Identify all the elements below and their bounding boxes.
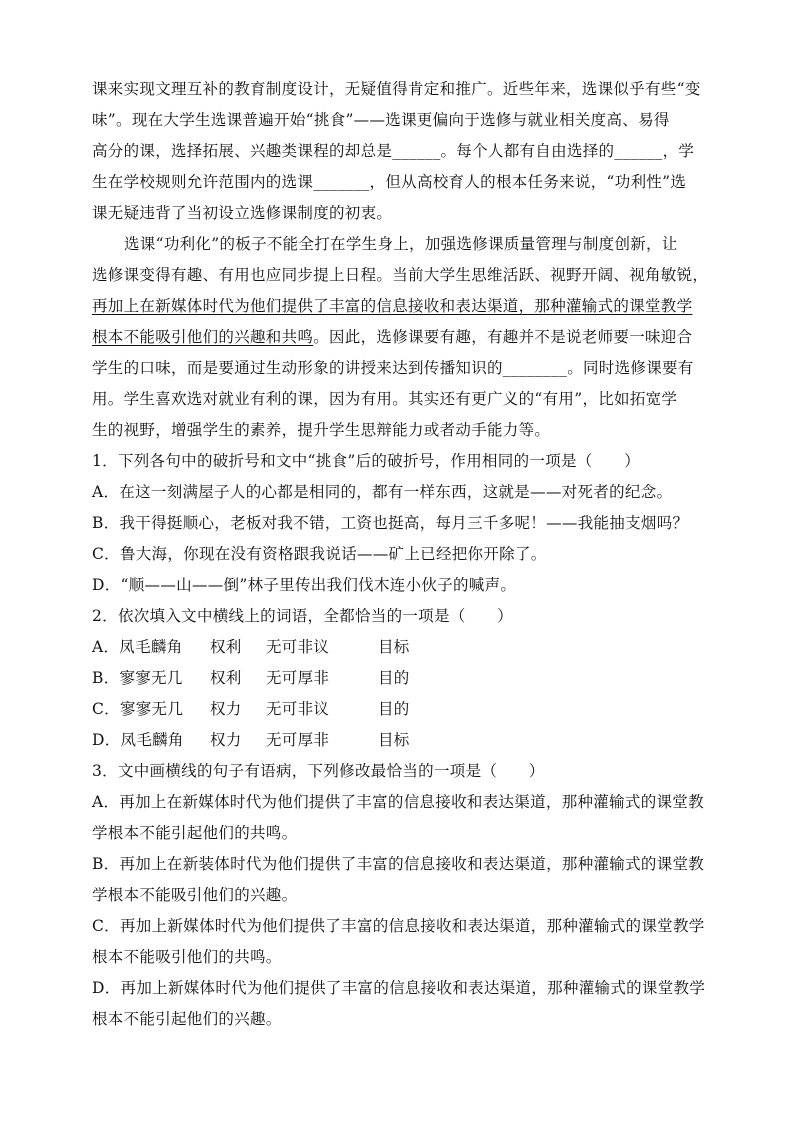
- option-word: 权力: [210, 731, 242, 749]
- option-a: A．再加上在新媒体时代为他们提供了丰富的信息接收和表达渠道，那种灌输式的课堂教: [92, 793, 704, 811]
- option-c: C．鲁大海，你现在没有资格跟我说话——矿上已经把你开除了。: [92, 545, 547, 563]
- option-word: 权利: [210, 669, 242, 687]
- option-word: 目标: [378, 731, 410, 749]
- option-word: 目标: [378, 638, 410, 656]
- text-line: 选课“功利化”的板子不能全打在学生身上，加强选修课质量管理与制度创新，让: [124, 235, 678, 253]
- underlined-text: 再加上在新媒体时代为他们提供了丰富的信息接收和表达渠道，那种灌输式的课堂教学: [92, 297, 693, 315]
- option-b: B．我干得挺顺心，老板对我不错，工资也挺高，每月三千多呢！——我能抽支烟吗？: [92, 514, 689, 532]
- text-line: 高分的课，选择拓展、兴趣类课程的却总是______。每个人都有自由选择的______，学: [92, 142, 695, 160]
- passage-paragraph-1: [92, 74, 704, 229]
- option-word: 无可厚非: [266, 731, 330, 749]
- text-line: 课来实现文理互补的教育制度设计，无疑值得肯定和推广。近些年来，选课似乎有些“变: [92, 80, 701, 98]
- option-word: 权利: [210, 638, 242, 656]
- text-line: 学生的口味，而是要通过生动形象的讲授来达到传播知识的________。同时选修课要有: [92, 359, 694, 377]
- text-line: 生在学校规则允许范围内的选课_______，但从高校育人的根本任务来说，“功利性”选: [92, 173, 687, 191]
- option-a: [92, 632, 704, 663]
- option-b-continued: 学根本不能吸引他们的兴趣。: [92, 886, 298, 904]
- text-line: 味”。现在大学生选课普遍开始“挑食”——选课更偏向于选修与就业相关度高、易得: [92, 111, 670, 129]
- question-2: [92, 601, 704, 756]
- text-line: [92, 322, 704, 353]
- passage-paragraph-2: [92, 229, 709, 446]
- question-3: [92, 756, 704, 1035]
- option-word: 目的: [378, 700, 410, 718]
- underlined-text: 根本不能吸引他们的兴趣和共鸣: [92, 328, 314, 346]
- option-a-continued: 学根本不能引起他们的共鸣。: [92, 824, 298, 842]
- option-word: D．凤毛麟角: [92, 731, 184, 749]
- text-line: 用。学生喜欢选对就业有利的课，因为有用。其实还有更广义的“有用”，比如拓宽学: [92, 390, 678, 408]
- option-a: A．在这一刻满屋子人的心都是相同的，都有一样东西，这就是——对死者的纪念。: [92, 483, 673, 501]
- question-1: [92, 446, 704, 601]
- question-stem: 1．下列各句中的破折号和文中“挑食”后的破折号，作用相同的一项是（ ）: [92, 452, 641, 470]
- text-line: 选修课变得有趣、有用也应同步提上日程。当前大学生思维活跃、视野开阔、视角敏锐，: [92, 266, 709, 284]
- option-d: [92, 725, 704, 756]
- option-c: [92, 694, 704, 725]
- document-body: [92, 74, 709, 1035]
- option-word: 权力: [210, 700, 242, 718]
- option-word: A．凤毛麟角: [92, 638, 183, 656]
- option-word: 无可非议: [266, 700, 330, 718]
- option-d: D．再加上新媒体时代为他们提供了丰富的信息接收和表达渠道，那种灌输式的课堂教学: [92, 979, 706, 997]
- option-word: 无可非议: [266, 638, 330, 656]
- option-d: D．“顺——山——倒”林子里传出我们伐木连小伙子的喊声。: [92, 576, 517, 594]
- plain-text: 。因此，选修课要有趣，有趣并不是说老师要一味迎合: [313, 328, 693, 346]
- option-c-continued: 根本不能吸引他们的共鸣。: [92, 948, 282, 966]
- text-line: 课无疑违背了当初设立选修课制度的初衷。: [92, 204, 393, 222]
- option-word: C．寥寥无几: [92, 700, 184, 718]
- option-c: C．再加上新媒体时代为他们提供了丰富的信息接收和表达渠道，那种灌输式的课堂教学: [92, 917, 705, 935]
- question-stem: 3．文中画横线的句子有语病，下列修改最恰当的一项是（ ）: [92, 762, 545, 780]
- option-d-continued: 根本不能引起他们的兴趣。: [92, 1010, 282, 1028]
- option-b: B．再加上在新装体时代为他们提供了丰富的信息接收和表达渠道，那种灌输式的课堂教: [92, 855, 705, 873]
- option-word: 目的: [378, 669, 410, 687]
- question-stem: 2．依次填入文中横线上的词语，全都恰当的一项是（ ）: [92, 607, 513, 625]
- underlined-sentence-line: [92, 291, 704, 322]
- text-line: 生的视野，增强学生的素养，提升学生思辩能力或者动手能力等。: [92, 421, 551, 439]
- option-word: 无可厚非: [266, 669, 330, 687]
- option-b: [92, 663, 704, 694]
- option-word: B．寥寥无几: [92, 669, 183, 687]
